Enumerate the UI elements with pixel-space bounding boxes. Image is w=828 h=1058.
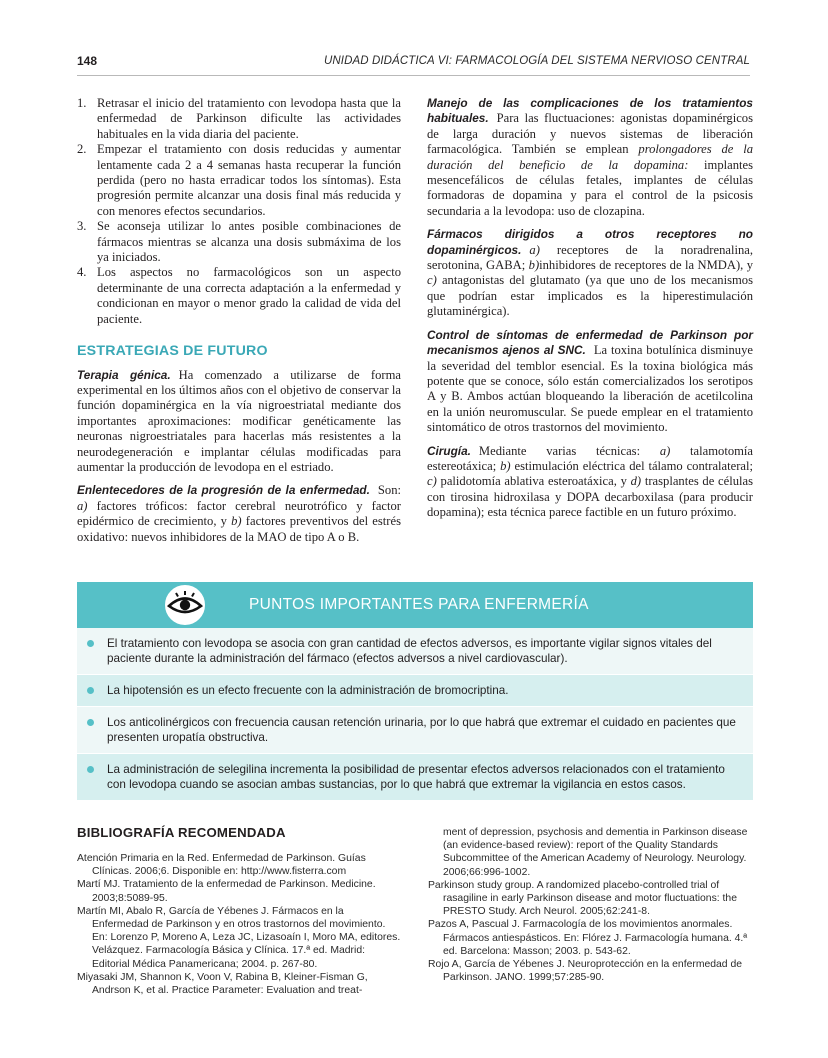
list-item	[77, 707, 753, 754]
label-a: a)	[659, 443, 671, 458]
eye-icon	[155, 582, 215, 628]
surgery-d-text: trasplantes de células con tirosina hidroxilasa y DOPA decarboxilasa (para producir dopamina); esta técnica parece factible en un futuro próximo.	[427, 474, 754, 520]
list-item-text: Empezar el tratamiento con dosis reducidas y aumentar lentamente cada 2 a 4 semanas hasta recuperar la función perdida (pero no hasta erradicar todos los síntomas). Esta progresión permite alcanzar una dosis final más reducida y con menores efectos secundarios.	[97, 142, 401, 218]
surgery-c-text: palidotomía ablativa esteroatáxica, y	[440, 474, 627, 489]
header-divider	[77, 75, 750, 76]
nursing-box-header	[77, 582, 753, 628]
list-item-text: Los aspectos no farmacológicos son un aspecto determinante de una correcta adaptación a la enfermedad y condicionan en mayor o menor grado la calidad de vida del paciente.	[97, 265, 401, 326]
nursing-point-text: Los anticolinérgicos con frecuencia causan retención urinaria, por lo que habrá que extremar el cuidado en pacientes que presenten uropatía obstructiva.	[107, 716, 736, 744]
reference-continuation: ment of depression, psychosis and dementia in Parkinson disease (an evidence-based review): report of the Quality Standards Subcommittee of the American Academy of Neurology. Neurology. 2006;66:996-1002.	[443, 827, 748, 878]
reference: Rojo A, García de Yébenes J. Neuroprotección en la enfermedad de Parkinson. JANO. 1999;57:285-90.	[428, 959, 743, 984]
reference: Martí MJ. Tratamiento de la enfermedad de Parkinson. Medicine. 2003;8:5089-95.	[77, 879, 376, 904]
surgery-paragraph	[427, 444, 753, 521]
label-a: a)	[77, 498, 88, 513]
nursing-points-box	[77, 582, 753, 807]
reference: Miyasaki JM, Shannon K, Voon V, Rabina B, Kleiner-Fisman G, Andrson K, et al. Practice Parameter: Evaluation and treat-	[77, 971, 368, 997]
surgery-lead: Mediante varias técnicas:	[478, 443, 641, 458]
slowers-paragraph	[77, 483, 401, 545]
bibliography-left-column	[77, 852, 401, 997]
complications-text-2: implantes mesencefálicos de células fetales, implantes de células formadoras de dopamina y para el control de la psicosis secundaria a la levodopa: uso de clozapina.	[427, 157, 753, 218]
list-item	[77, 675, 753, 707]
label-a: a)	[529, 242, 540, 257]
list-item-number: 4.	[77, 265, 87, 280]
reference: Parkinson study group. A randomized placebo-controlled trial of rasagiline in early Parkinson disease and motor fluctuations: the PRESTO Study. Arch Neurol. 2005;62:241-8.	[428, 879, 737, 918]
surgery-b-text: estimulación eléctrica del tálamo contralateral;	[514, 458, 754, 473]
slowers-lead: Son:	[377, 483, 401, 498]
gene-therapy-text: Ha comenzado a utilizarse de forma experimental en los últimos años con el objetivo de conservar la función dopaminérgica en la vía nigroestriatal mediante dos importantes aproximaciones: modificar genéticamente las neuronas nigroestriatales para hacerlas más resistentes a la neurodegeneración e implantar células modificadas para aumentar la producción de levodopa en el estriado.	[77, 367, 401, 474]
complications-heading: Manejo de las complicaciones de los tratamientos habituales.	[427, 96, 753, 126]
label-c: c)	[427, 474, 437, 489]
list-item-text: Retrasar el inicio del tratamiento con levodopa hasta que la enfermedad de Parkinson dificulte las actividades habituales en la vida diaria del paciente.	[97, 96, 401, 141]
complications-text-1: Para las fluctuaciones: agonistas dopaminérgicos de larga duración y nuevos sistemas de liberación farmacológica. También se emplean	[427, 111, 753, 157]
label-d: d)	[630, 474, 642, 489]
nursing-point-text: La administración de selegilina incrementa la posibilidad de presentar efectos adversos relacionados con el tratamiento con levodopa cuando se asocian ambas sustancias, por lo que habrá que extremar la vigilancia en estos casos.	[107, 763, 725, 791]
other-receptors-heading: Fármacos dirigidos a otros receptores no dopaminérgicos.	[427, 227, 753, 257]
bullet-icon	[87, 719, 94, 726]
left-column	[77, 96, 401, 553]
reference: Atención Primaria en la Red. Enfermedad de Parkinson. Guías Clínicas. 2006;6. Disponible en: http://www.fisterra.com	[77, 853, 366, 878]
nursing-point-text: El tratamiento con levodopa se asocia con gran cantidad de efectos adversos, es importante vigilar signos vitales del paciente durante la administración del fármaco (efectos adversos a nivel cardiovascular).	[107, 637, 712, 665]
list-item	[77, 142, 401, 219]
list-item-number: 1.	[77, 96, 87, 110]
bibliography-title: BIBLIOGRAFÍA RECOMENDADA	[77, 825, 286, 840]
recommendation-list	[77, 96, 401, 327]
surgery-a-text: talamotomía estereotáxica;	[427, 443, 753, 473]
symptom-control-heading: Control de síntomas de enfermedad de Parkinson por mecanismos ajenos al SNC.	[427, 327, 753, 358]
nursing-box-title: PUNTOS IMPORTANTES PARA ENFERMERÍA	[249, 596, 589, 613]
slowers-b-text: factores preventivos del estrés oxidativo: nuevos inhibidores de la MAO de tipo A o B.	[77, 514, 401, 544]
list-item	[77, 628, 753, 675]
list-item-number: 3.	[77, 219, 87, 234]
other-receptors-b-text: inhibidores de receptores de la NMDA), y	[539, 258, 754, 273]
section-title: ESTRATEGIAS DE FUTURO	[77, 343, 268, 360]
nursing-point-text: La hipotensión es un efecto frecuente con la administración de bromocriptina.	[107, 684, 509, 697]
complications-paragraph	[427, 96, 753, 219]
bullet-icon	[87, 766, 94, 773]
surgery-heading: Cirugía.	[427, 443, 471, 458]
list-item-text: Se aconseja utilizar lo antes posible combinaciones de fármacos mientras se alcanza una dosis submáxima de los ya iniciados.	[97, 219, 401, 265]
list-item-number: 2.	[77, 142, 87, 157]
nursing-points-list	[77, 628, 753, 801]
symptom-control-paragraph	[427, 328, 753, 436]
gene-therapy-heading: Terapia génica.	[77, 367, 171, 382]
page-number: 148	[77, 54, 98, 68]
list-item	[77, 219, 401, 265]
list-item	[77, 754, 753, 801]
list-item	[77, 96, 401, 142]
running-title: UNIDAD DIDÁCTICA VI: FARMACOLOGÍA DEL SISTEMA NERVIOSO CENTRAL	[323, 55, 750, 67]
complications-italic: prolongadores de la duración del beneficio de la dopamina:	[427, 142, 754, 172]
gene-therapy-paragraph	[77, 368, 401, 476]
other-receptors-a-text: receptores de la noradrenalina, serotonina, GABA;	[427, 242, 753, 273]
slowers-a-text: factores tróficos: factor cerebral neurotrófico y factor epidérmico de crecimiento, y	[77, 498, 401, 529]
label-c: c)	[427, 273, 437, 288]
slowers-heading: Enlentecedores de la progresión de la enfermedad.	[77, 483, 370, 498]
bullet-icon	[87, 687, 94, 694]
label-b: b)	[231, 514, 242, 529]
other-receptors-c-text: antagonistas del glutamato (ya que uno de los mecanismos que podrían estar implicados es la hiperestimulación glutaminérgica).	[427, 273, 753, 319]
other-receptors-paragraph	[427, 227, 753, 319]
list-item	[77, 265, 401, 327]
reference: Martín MI, Abalo R, García de Yébenes J. Fármacos en la Enfermedad de Parkinson y en otros trastornos del movimiento. En: Lorenzo P, Moreno A, Leza JC, Lizasoaín I, Moro MA, editores. Velázquez. Farmacología Básica y Clínica. 17.ª ed. Madrid: Editorial Médica Panamericana; 2004. p. 267-80.	[77, 905, 401, 970]
symptom-control-text: La toxina botulínica disminuye la severidad del temblor esencial. Es la toxina biológica más potente que se conoce, sólo están comercializados los serotipos A y B. Ambos actúan bloqueando la liberación de acetilcolina en la unión neuromuscular. Se puede emplear en el tratamiento sintomático de otros trastornos del movimiento.	[427, 343, 753, 435]
label-b: b)	[528, 258, 540, 273]
label-b: b)	[500, 458, 511, 473]
right-column	[427, 96, 753, 529]
bibliography-right-column	[428, 826, 754, 984]
reference: Pazos A, Pascual J. Farmacología de los movimientos anormales. Fármacos antiespásticos. En: Flórez J. Farmacología humana. 4.ª ed. Barcelona: Masson; 2003. p. 543-62.	[428, 919, 748, 957]
bullet-icon	[87, 640, 94, 647]
